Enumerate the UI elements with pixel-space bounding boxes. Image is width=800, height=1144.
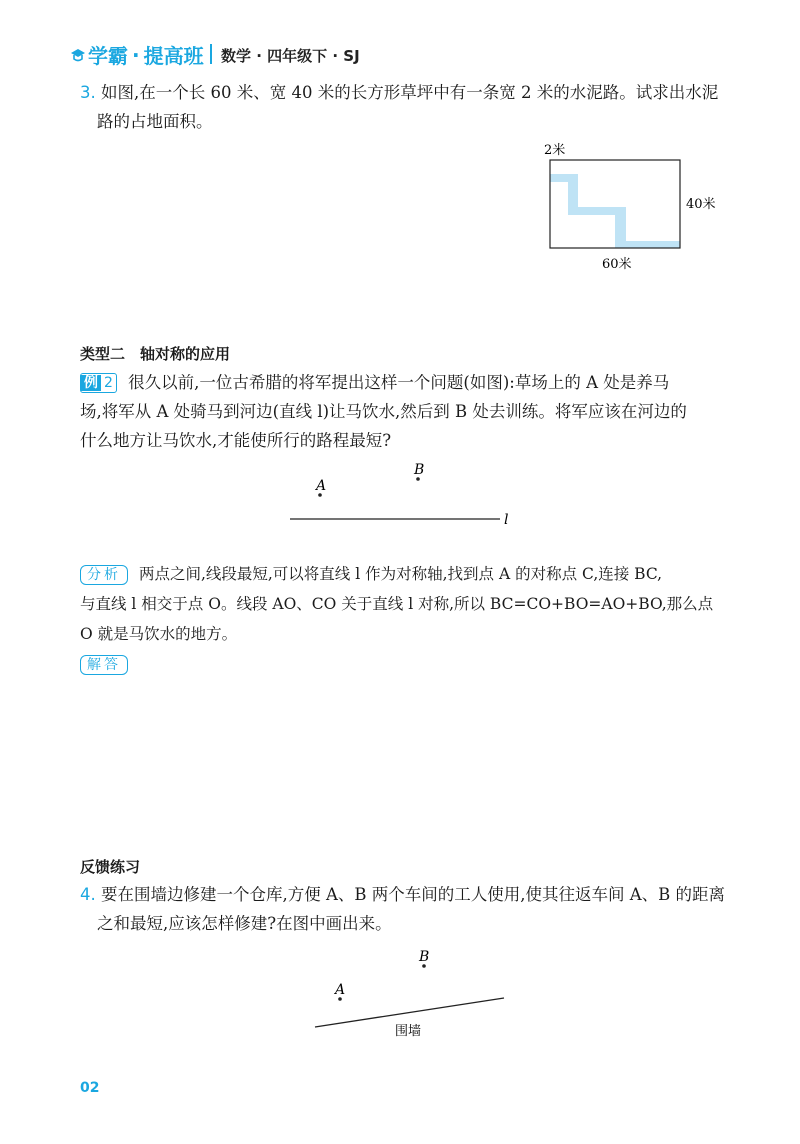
analysis-line3: O 就是马饮水的地方。	[80, 625, 238, 643]
page-number: 02	[80, 1080, 100, 1096]
q3-figure	[530, 140, 730, 275]
label-length: 60米	[602, 257, 632, 272]
label-a: A	[335, 982, 346, 998]
analysis-text-1: 两点之间,线段最短,可以将直线 l 作为对称轴,找到点 A 的对称点 C,连接 BC,	[138, 565, 663, 583]
ex2-line2: 场,将军从 A 处骑马到河边(直线 l)让马饮水,然后到 B 处去训练。将军应该在河边的	[80, 402, 687, 421]
example-badge: 例 2	[80, 373, 117, 393]
q3-number: 3.	[80, 83, 96, 102]
q4-line2: 之和最短,应该怎样修建?在图中画出来。	[97, 914, 392, 933]
brand-sub: 提高班	[143, 44, 204, 68]
ex2-line1	[80, 368, 669, 397]
label-b: B	[414, 462, 425, 478]
section-title-type2: 类型二 轴对称的应用	[80, 345, 231, 363]
q4-line1	[80, 880, 725, 909]
concrete-road	[550, 160, 680, 248]
label-width: 40米	[686, 197, 716, 212]
label-b: B	[419, 949, 430, 965]
label-a: A	[316, 478, 327, 494]
analysis-tag: 分析	[80, 565, 128, 585]
q4-text-1: 要在围墙边修建一个仓库,方便 A、B 两个车间的工人使用,使其往返车间 A、B 的距离	[101, 885, 726, 904]
section-title-feedback: 反馈练习	[80, 858, 141, 876]
ex2-line3: 什么地方让马饮水,才能使所行的路程最短?	[80, 431, 392, 450]
q3-line1	[80, 78, 718, 107]
header-divider	[210, 44, 212, 64]
brand-dot: ·	[132, 42, 140, 67]
subject-label: 数学 · 四年级下 · SJ	[221, 47, 360, 65]
label-wall: 围墙	[395, 1024, 422, 1039]
graduation-cap-icon	[70, 47, 86, 63]
q4-figure	[300, 940, 520, 1050]
q4-number: 4.	[80, 885, 96, 904]
wall-line	[315, 998, 504, 1027]
answer-block	[80, 654, 128, 675]
q3-text-1: 如图,在一个长 60 米、宽 40 米的长方形草坪中有一条宽 2 米的水泥路。试求出水泥	[101, 83, 719, 102]
analysis-line1	[80, 560, 662, 589]
q3-line2: 路的占地面积。	[97, 112, 213, 131]
answer-tag: 解答	[80, 655, 128, 675]
ex2-figure	[280, 455, 520, 535]
ex2-text-1: 很久以前,一位古希腊的将军提出这样一个问题(如图):草场上的 A 处是养马	[128, 373, 670, 392]
brand-logo	[70, 40, 204, 69]
brand-name: 学霸	[88, 44, 128, 68]
label-road-width: 2米	[544, 143, 566, 158]
label-l: l	[504, 512, 509, 528]
analysis-line2: 与直线 l 相交于点 O。线段 AO、CO 关于直线 l 对称,所以 BC=CO+BO=AO+BO,那么点	[80, 595, 714, 613]
